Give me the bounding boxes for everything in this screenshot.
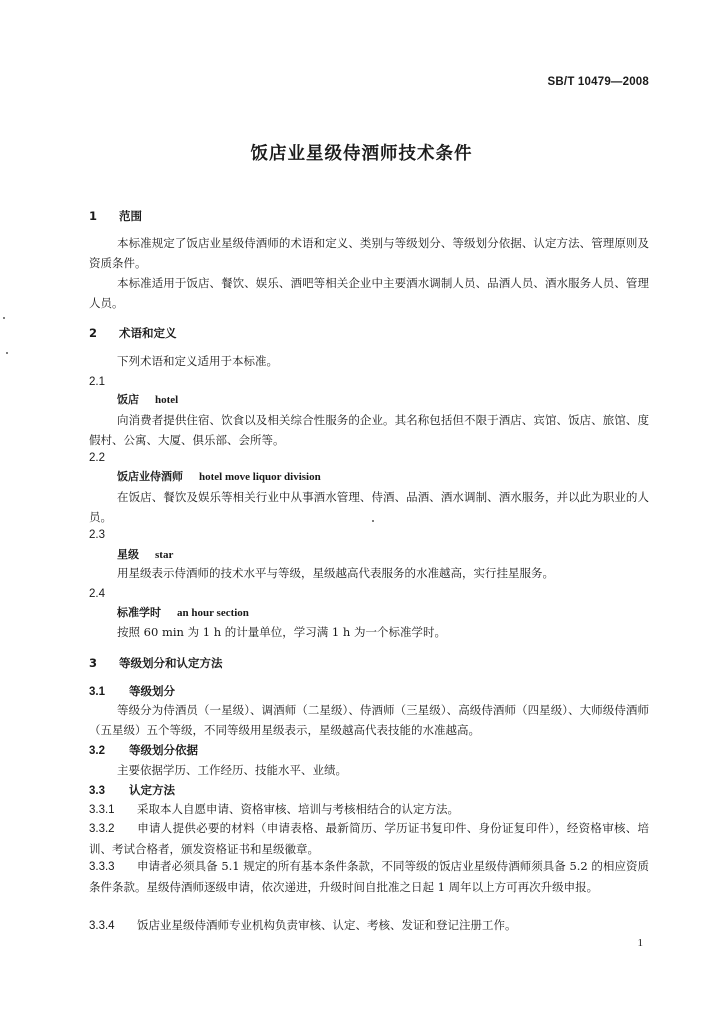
term-2-4-number: 2.4 <box>89 588 105 600</box>
term-2-2-number: 2.2 <box>89 452 105 464</box>
clause-3-3-3: 3.3.3 申请者必须具备 5.1 规定的所有基本条件条款，不同等级的饭店业星级侍酒师须具备 5.2 的相应资质条件条款。星级侍酒师逐级申请，依次递进，升级时间自批准之日起 1 周年以上方可再次升级申报。 <box>89 859 649 894</box>
term-2-2-definition: 在饭店、餐饮及娱乐等相关行业中从事酒水管理、侍酒、品酒、酒水调制、酒水服务，并以此为职业的人员。 <box>89 490 649 524</box>
term-2-3-definition: 用星级表示侍酒师的技术水平与等级，星级越高代表服务的水准越高，实行挂星服务。 <box>117 566 554 580</box>
term-2-4-definition: 按照 60 min 为 1 h 的计量单位，学习满 1 h 为一个标准学时。 <box>117 625 446 639</box>
scan-speck <box>6 352 8 354</box>
term-2-1-definition: 向消费者提供住宿、饮食以及相关综合性服务的企业。其名称包括但不限于酒店、宾馆、饭店、旅馆、度假村、公寓、大厦、俱乐部、会所等。 <box>89 413 649 447</box>
section-2-heading: 2 术语和定义 <box>89 326 177 340</box>
document-title: 饭店业星级侍酒师技术条件 <box>250 144 473 164</box>
section-3-2-text: 主要依据学历、工作经历、技能水平、业绩。 <box>117 763 347 777</box>
section-3-1-text: 等级分为侍酒员（一星级）、调酒师（二星级）、侍酒师（三星级）、高级侍酒师（四星级）、大师级侍酒师（五星级）五个等级，不同等级用星级表示，星级越高代表技能的水准越高。 <box>89 703 649 737</box>
term-2-3-title: 星级 star <box>117 548 174 561</box>
section-1-paragraph-2: 本标准适用于饭店、餐饮、娱乐、酒吧等相关企业中主要酒水调制人员、品酒人员、酒水服务人员、管理人员。 <box>89 276 649 310</box>
section-3-1-heading: 3.1 等级划分 <box>89 684 175 698</box>
section-2-intro: 下列术语和定义适用于本标准。 <box>117 354 278 368</box>
clause-3-3-4: 3.3.4 饭店业星级侍酒师专业机构负责审核、认定、考核、发证和登记注册工作。 <box>89 918 517 932</box>
term-2-3-number: 2.3 <box>89 529 105 541</box>
section-3-heading: 3 等级划分和认定方法 <box>89 656 223 670</box>
section-3-3-heading: 3.3 认定方法 <box>89 783 175 797</box>
standard-code: SB/T 10479—2008 <box>547 76 649 88</box>
scan-speck <box>372 520 374 522</box>
page-number: 1 <box>637 937 643 949</box>
scan-speck <box>3 317 5 319</box>
term-2-4-title: 标准学时 an hour section <box>117 606 249 619</box>
section-1-heading: 1 范围 <box>89 209 142 223</box>
term-2-1-number: 2.1 <box>89 376 105 388</box>
term-2-2-title: 饭店业侍酒师 hotel move liquor division <box>117 470 321 483</box>
section-3-2-heading: 3.2 等级划分依据 <box>89 743 198 757</box>
section-1-paragraph-1: 本标准规定了饭店业星级侍酒师的术语和定义、类别与等级划分、等级划分依据、认定方法、管理原则及资质条件。 <box>89 236 649 270</box>
clause-3-3-1: 3.3.1 采取本人自愿申请、资格审核、培训与考核相结合的认定方法。 <box>89 802 459 816</box>
term-2-1-title: 饭店 hotel <box>117 393 179 406</box>
clause-3-3-2: 3.3.2 申请人提供必要的材料（申请表格、最新简历、学历证书复印件、身份证复印件），经资格审核、培训、考试合格者，颁发资格证书和星级徽章。 <box>89 821 649 856</box>
